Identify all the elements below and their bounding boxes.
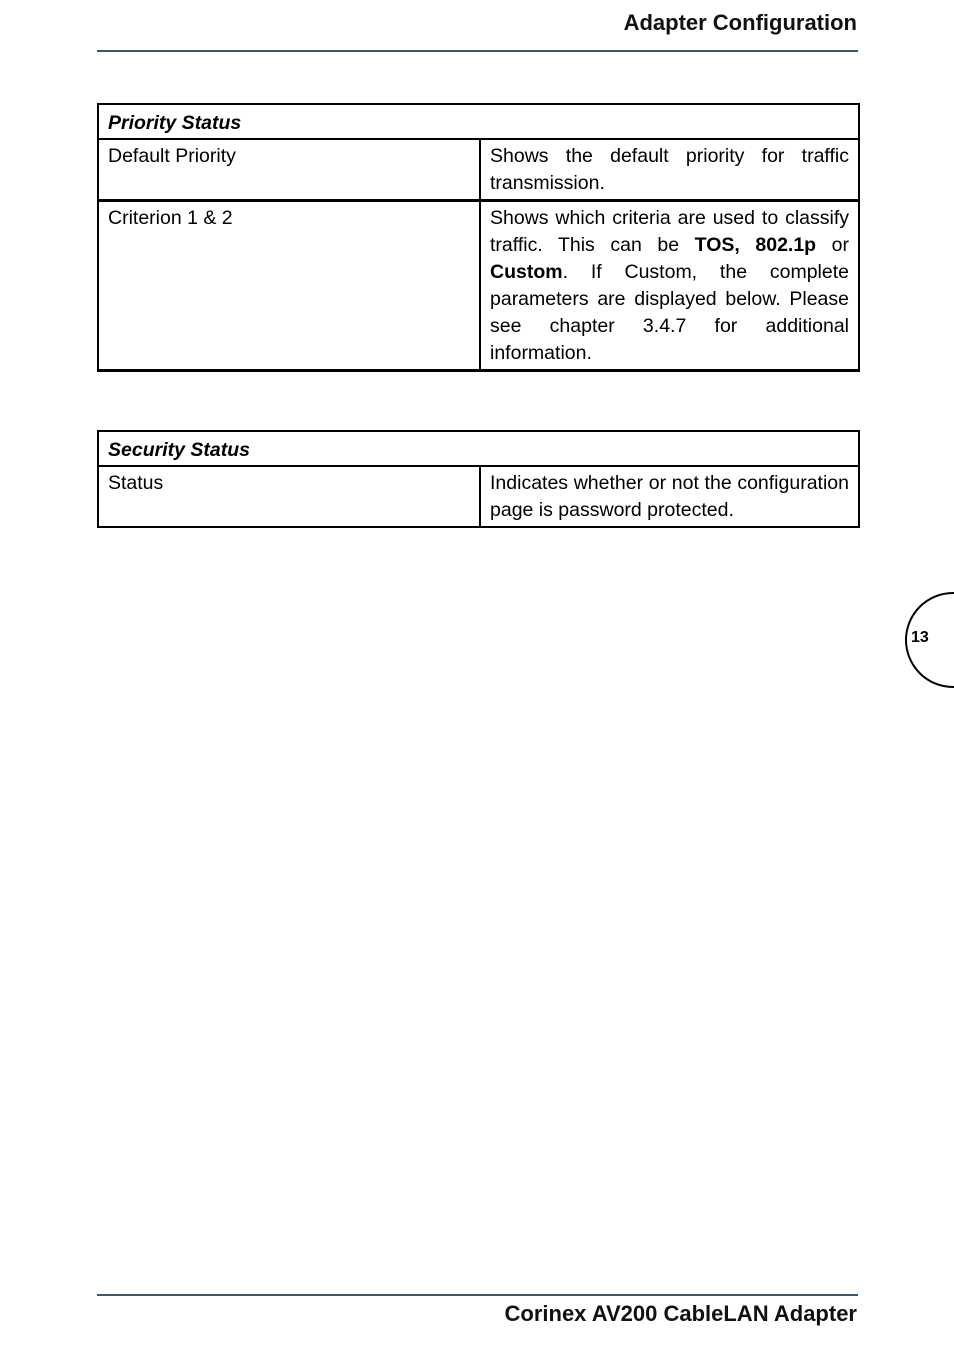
default-priority-label: Default Priority	[98, 139, 480, 201]
security-status-title: Security Status	[98, 431, 859, 466]
criterion-desc-text-2: or	[816, 234, 850, 256]
criterion-desc-text-3: . If Custom, the complete parameters are displayed below. Please see chapter 3.4.7 for additional information.	[490, 261, 849, 364]
footer-divider	[97, 1294, 858, 1296]
criterion-label: Criterion 1 & 2	[98, 201, 480, 371]
table-row	[98, 139, 859, 201]
security-status-table	[97, 430, 860, 528]
default-priority-description: Shows the default priority for traffic transmission.	[480, 139, 859, 201]
status-label: Status	[98, 466, 480, 527]
table-row	[98, 201, 859, 371]
header-divider	[97, 50, 858, 52]
criterion-desc-bold-2: Custom	[490, 261, 563, 283]
page-footer-title: Corinex AV200 CableLAN Adapter	[504, 1301, 857, 1326]
criterion-desc-bold-1: TOS, 802.1p	[694, 234, 817, 256]
criterion-desc-text-1: Shows which criteria are used to classify traffic. This can be	[490, 207, 849, 256]
page-number: 13	[911, 629, 929, 646]
priority-status-title: Priority Status	[98, 104, 859, 139]
table-row	[98, 466, 859, 527]
priority-status-table	[97, 103, 860, 372]
status-description: Indicates whether or not the configuration page is password protected.	[480, 466, 859, 527]
criterion-description	[480, 201, 859, 371]
page-header-title: Adapter Configuration	[623, 10, 857, 35]
